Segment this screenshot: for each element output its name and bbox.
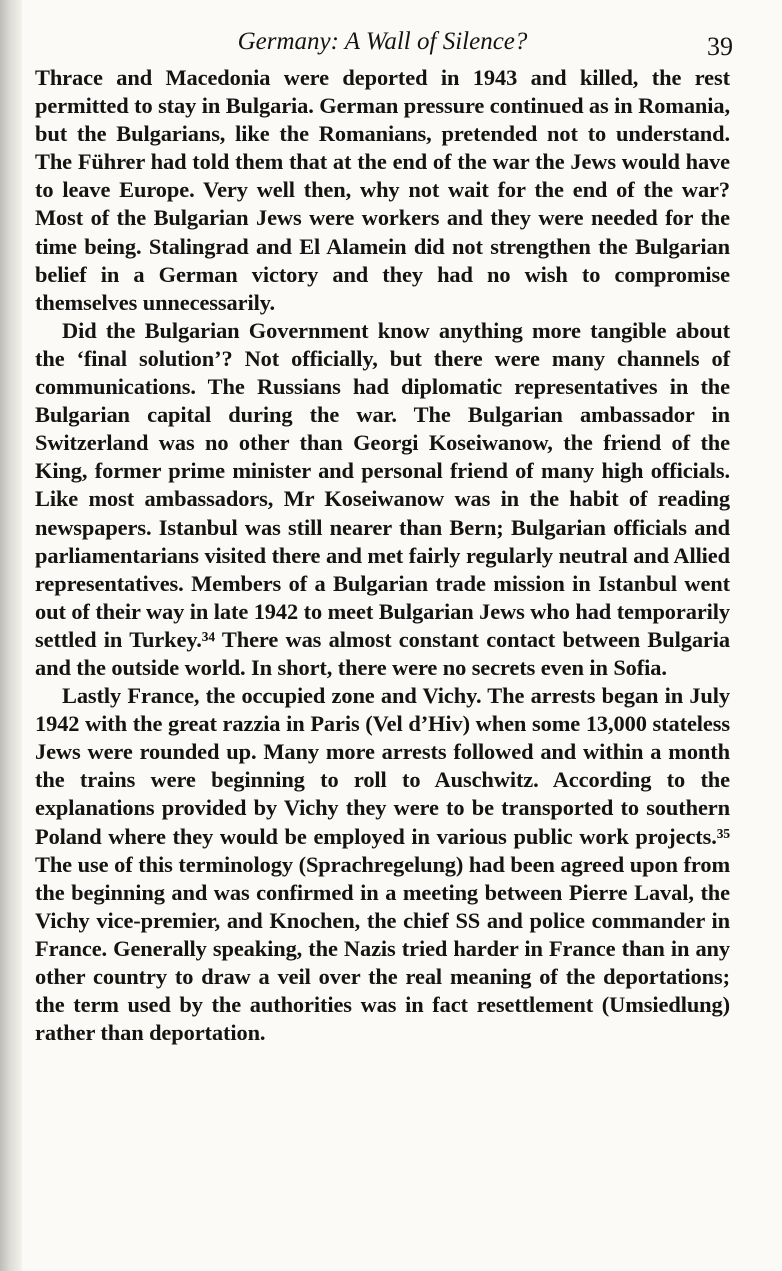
paragraph-bulgarian-government: Did the Bulgarian Government know anything more tangible about the ‘final solution’? Not officially, but there were many channels of communications. The Russians had diplomatic representatives in the Bulgarian capital during the war. The Bulgarian ambassador in Switzerland was no other than Georgi Koseiwanow, the friend of the King, former prime minister and personal friend of many high officials. Like most ambassadors, Mr Koseiwanow was in the habit of reading newspapers. Istanbul was still nearer than Bern; Bulgarian officials and parliamentarians visited there and met fairly regularly neutral and Allied representatives. Members of a Bulgarian trade mission in Istanbul went out of their way in late 1942 to meet Bulgarian Jews who had temporarily settled in Turkey.³⁴ There was almost constant contact between Bulgaria and the outside world. In short, there were no secrets even in Sofia. (35, 317, 730, 680)
running-header (35, 24, 733, 61)
book-page (35, 24, 733, 1047)
paragraph-france: Lastly France, the occupied zone and Vichy. The arrests began in July 1942 with the great razzia in Paris (Vel d’Hiv) when some 13,000 stateless Jews were rounded up. Many more arrests followed and within a month the trains were beginning to roll to Auschwitz. According to the explanations provided by Vichy they were to be transported to southern Poland where they would be employed in various public work projects.³⁵ The use of this terminology (Sprachregelung) had been agreed upon from the beginning and was confirmed in a meeting between Pierre Laval, the Vichy vice-premier, and Knochen, the chief SS and police commander in France. Generally speaking, the Nazis tried harder in France than in any other country to draw a veil over the real meaning of the deportations; the term used by the authorities was in fact resettlement (Umsiedlung) rather than deportation. (35, 683, 730, 1046)
running-title: Germany: A Wall of Silence? (237, 28, 528, 55)
body-text (35, 64, 730, 1047)
page-number: 39 (707, 32, 733, 61)
paragraph-bulgaria-deportations: Thrace and Macedonia were deported in 1943 and killed, the rest permitted to stay in Bulgaria. German pressure continued as in Romania, but the Bulgarians, like the Romanians, pretended not to understand. The Führer had told them that at the end of the war the Jews would have to leave Europe. Very well then, why not wait for the end of the war? Most of the Bulgarian Jews were workers and they were needed for the time being. Stalingrad and El Alamein did not strengthen the Bulgarian belief in a German victory and they had no wish to compromise themselves unnecessarily. (35, 65, 730, 315)
page-spine-shadow (0, 0, 22, 1271)
